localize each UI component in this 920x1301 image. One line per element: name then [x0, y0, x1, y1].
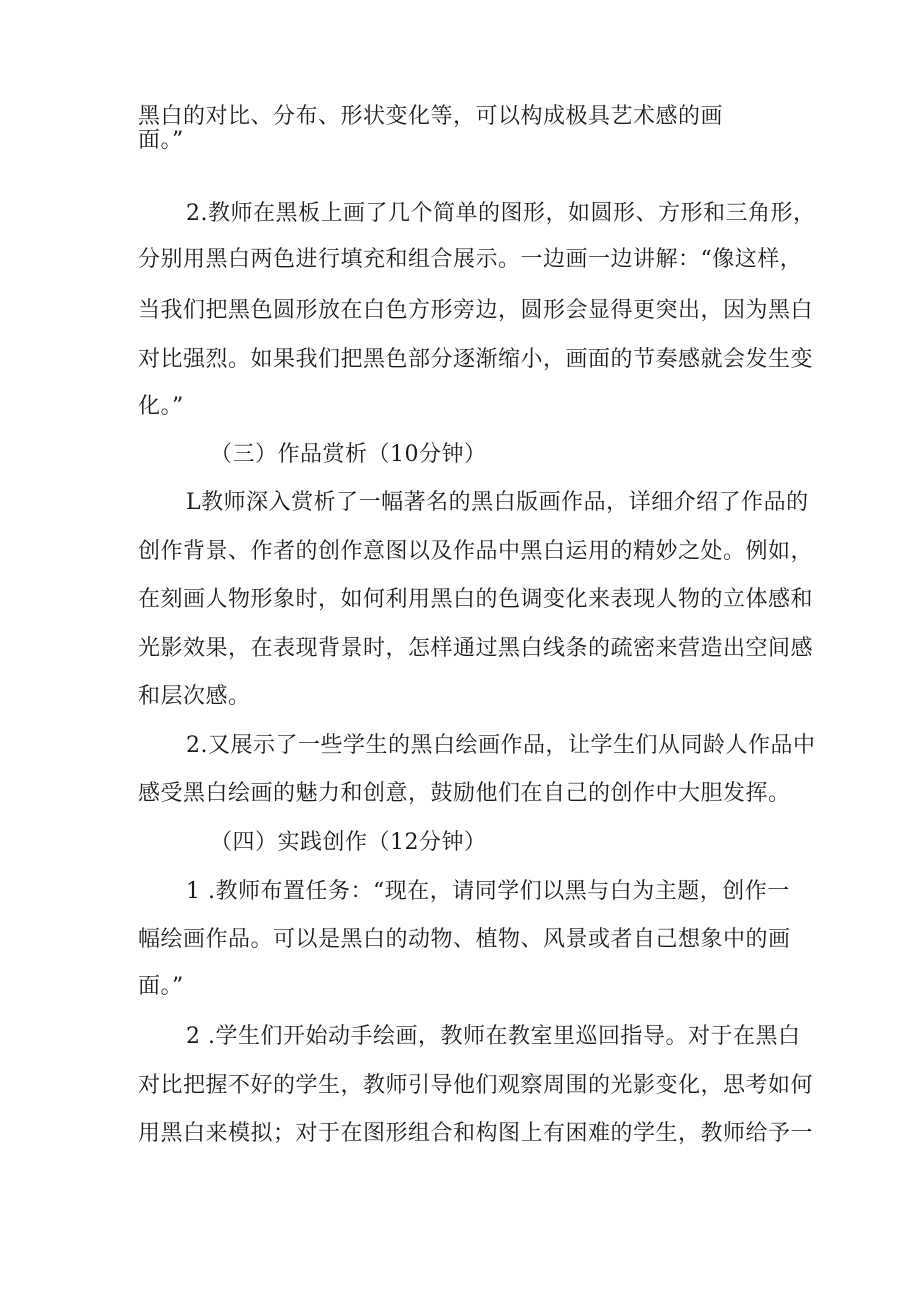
text-line-18: 幅绘画作品。可以是黑白的动物、植物、风景或者自己想象中的画	[138, 927, 791, 952]
text-line-11: 在刻画人物形象时，如何利用黑白的色调变化来表现人物的立体感和	[138, 587, 814, 612]
text-line-19: 面。”	[138, 974, 184, 999]
text-line-22: 用黑白来模拟；对于在图形组合和构图上有困难的学生，教师给予一	[138, 1121, 814, 1146]
text-line-14: 2.又展示了一些学生的黑白绘画作品，让学生们从同龄人作品中	[186, 733, 816, 758]
text-line-17: 1 .教师布置任务：“现在，请同学们以黑与白为主题，创作一	[186, 879, 790, 904]
text-line-9: L教师深入赏析了一幅著名的黑白版画作品，详细介绍了作品的	[186, 490, 809, 515]
text-line-1: 黑白的对比、分布、形状变化等，可以构成极具艺术感的画	[138, 104, 724, 129]
text-line-15: 感受黑白绘画的魅力和创意，鼓励他们在自己的创作中大胆发挥。	[138, 781, 791, 806]
text-line-7: 化。”	[138, 394, 184, 419]
section-heading-3: （三）作品赏析（10分钟）	[210, 442, 487, 467]
text-line-21: 对比把握不好的学生，教师引导他们观察周围的光影变化，思考如何	[138, 1073, 814, 1098]
text-line-2: 面。”	[138, 128, 184, 153]
text-line-10: 创作背景、作者的创作意图以及作品中黑白运用的精妙之处。例如，	[138, 539, 814, 564]
text-line-12: 光影效果，在表现背景时，怎样通过黑白线条的疏密来营造出空间感	[138, 636, 814, 661]
text-line-6: 对比强烈。如果我们把黑色部分逐渐缩小，画面的节奏感就会发生变	[138, 347, 814, 372]
text-line-5: 当我们把黑色圆形放在白色方形旁边，圆形会显得更突出，因为黑白	[138, 298, 814, 323]
section-heading-4: （四）实践创作（12分钟）	[210, 830, 487, 855]
text-line-20: 2 .学生们开始动手绘画，教师在教室里巡回指导。对于在黑白	[186, 1024, 801, 1049]
text-line-3: 2.教师在黑板上画了几个简单的图形，如圆形、方形和三角形，	[186, 201, 816, 226]
text-line-13: 和层次感。	[138, 684, 251, 709]
text-line-4: 分别用黑白两色进行填充和组合展示。一边画一边讲解：“像这样，	[138, 247, 803, 272]
